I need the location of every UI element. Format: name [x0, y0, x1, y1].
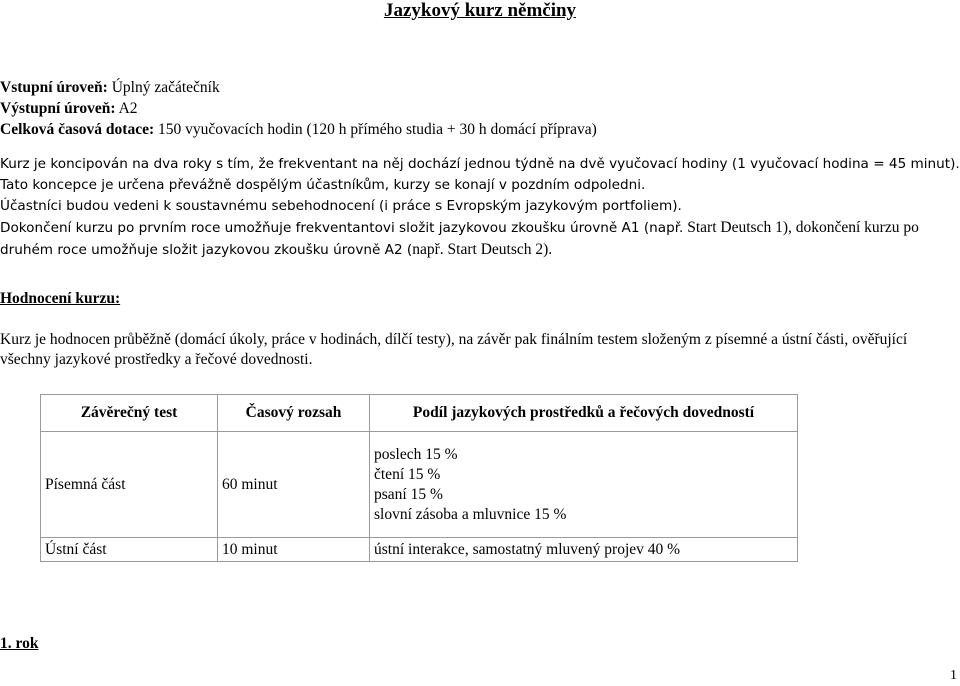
description-line-2: Tato koncepce je určena převážně dospělým účastníkům, kurzy se konají v pozdním odpoledni.: [0, 177, 646, 193]
course-levels: [0, 77, 597, 140]
year-heading: 1. rok: [0, 635, 39, 652]
description-line-4: [0, 217, 958, 239]
entry-level-value: Úplný začátečník: [111, 79, 220, 96]
total-hours-line: [0, 119, 597, 140]
table-row-written: [41, 432, 798, 538]
description-line-5b: např. Start Deutsch 2).: [412, 241, 553, 258]
exit-level-line: [0, 98, 597, 119]
course-description: [0, 154, 958, 261]
share-item-vocabulary-grammar: slovní zásoba a mluvnice 15 %: [374, 505, 567, 523]
description-line-5: [0, 239, 958, 261]
description-line-5a: druhém roce umožňuje složit jazykovou zkoušku úrovně A2 (: [0, 242, 413, 258]
share-item-reading: čtení 15 %: [374, 465, 441, 483]
table-header-row: [41, 395, 798, 432]
entry-level-line: [0, 77, 597, 98]
exit-level-label: Výstupní úroveň:: [0, 100, 116, 117]
page-number: 1: [950, 668, 957, 683]
description-line-1: Kurz je koncipován na dva roky s tím, že frekventant na něj dochází jednou týdně na dvě vyučovací hodiny (1 vyučovací hodina = 45 minut).: [0, 156, 960, 172]
final-test-table: [40, 394, 798, 562]
header-time-range: Časový rozsah: [218, 395, 370, 432]
oral-part-cell: Ústní část: [41, 538, 218, 562]
evaluation-text: Kurz je hodnocen průběžně (domácí úkoly, práce v hodinách, dílčí testy), na závěr pak finálním testem složeným z písemné a ústní části, ověřující všechny jazykové prostředky a řečové dovednosti.: [0, 331, 908, 368]
total-hours-value: 150 vyučovacích hodin (120 h přímého studia + 30 h domácí příprava): [158, 121, 597, 138]
document-title: Jazykový kurz němčiny: [383, 0, 577, 21]
oral-time-cell: 10 minut: [218, 538, 370, 562]
header-final-test: Závěrečný test: [41, 395, 218, 432]
written-share-cell: [370, 432, 798, 538]
evaluation-heading: Hodnocení kurzu:: [0, 290, 121, 307]
written-time-cell: 60 minut: [218, 432, 370, 538]
description-line-4b: Start Deutsch 1), dokončení kurzu po: [683, 219, 919, 236]
table-row-oral: [41, 538, 798, 562]
share-item-writing: psaní 15 %: [374, 485, 443, 503]
exit-level-value: A2: [118, 100, 138, 117]
written-part-cell: Písemná část: [41, 432, 218, 538]
share-item-listening: poslech 15 %: [374, 445, 458, 463]
total-hours-label: Celková časová dotace:: [0, 121, 155, 138]
description-line-4a: Dokončení kurzu po prvním roce umožňuje frekventantovi složit jazykovou zkoušku úrovně A1 (např.: [0, 220, 684, 236]
entry-level-label: Vstupní úroveň:: [0, 79, 108, 96]
header-skills-share: Podíl jazykových prostředků a řečových dovedností: [370, 395, 798, 432]
oral-share-cell: ústní interakce, samostatný mluvený projev 40 %: [370, 538, 798, 562]
description-line-3: Účastníci budou vedeni k soustavnému sebehodnocení (i práce s Evropským jazykovým portfoliem).: [0, 198, 682, 214]
